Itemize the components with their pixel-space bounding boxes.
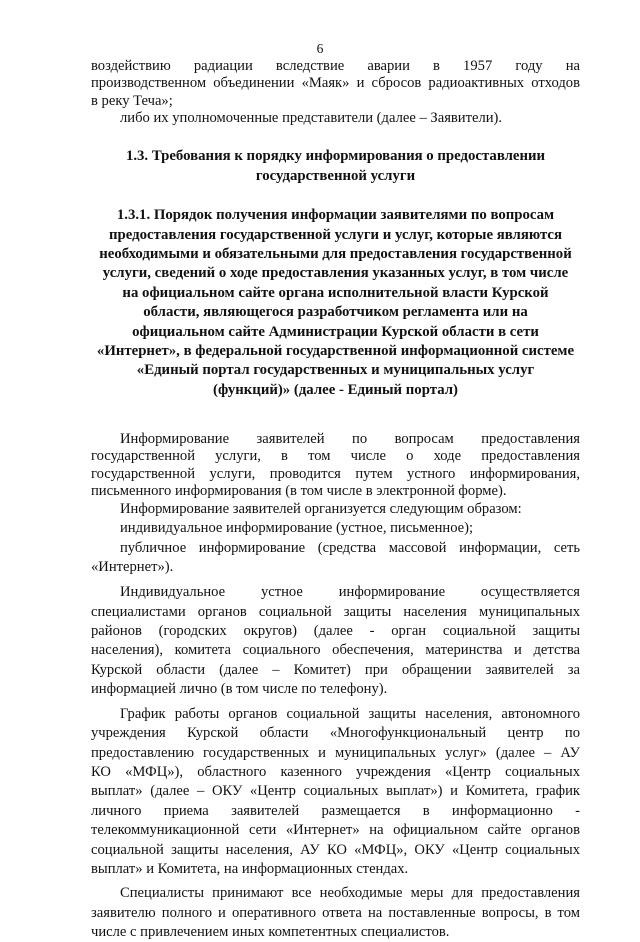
heading-line: области, являющегося разработчиком регламента или на: [143, 304, 528, 321]
text-line: письменного информирования (в том числе в электронной форме).: [91, 482, 507, 499]
heading-line: необходимыми и обязательными для предоставления государственной: [99, 246, 572, 262]
section-heading-1-3: [91, 147, 580, 186]
heading-line: услуги, сведений о ходе предоставления указанных услуг, в том числе: [102, 265, 569, 282]
paragraph-informing: [91, 431, 580, 500]
page-number: 6: [316, 41, 324, 56]
paragraph-organization: [91, 500, 580, 577]
text-line: заявителю полного и оперативного ответа на поставленные вопросы, в том: [91, 904, 580, 921]
text-line: учреждения Курской области «Многофункциональный центр по: [91, 725, 580, 742]
heading-line: 1.3. Требования к порядку информирования о предоставлении: [125, 148, 546, 165]
text-line: выплат» и Комитета, на информационных стендах.: [91, 860, 409, 877]
text-line: Специалисты принимают все необходимые меры для предоставления: [120, 885, 580, 902]
section-heading-1-3-1: [91, 206, 580, 400]
heading-line: «Интернет», в федеральной государственной информационной системе: [96, 343, 575, 360]
text-line: График работы органов социальной защиты населения, автономного: [120, 705, 580, 722]
document-body: [91, 58, 580, 942]
text-line: социальной защиты населения, АУ КО «МФЦ», ОКУ «Центр социальных: [91, 841, 580, 858]
text-line: публичное информирование (средства массовой информации, сеть: [120, 539, 580, 556]
text-line: телекоммуникационной сети «Интернет» на официальном сайте органов: [91, 822, 580, 839]
text-line: КО «МФЦ»), областного казенного учреждения «Центр социальных: [91, 763, 580, 780]
text-line: государственной услуги, проводится путем устного информирования,: [91, 465, 580, 482]
text-line: выплат» (далее – ОКУ «Центр социальных выплат») и Комитета, график: [91, 783, 580, 800]
text-line: личного приема заявителей размещается в информационно -: [91, 802, 580, 819]
text-line: либо их уполномоченные представители (далее – Заявители).: [120, 109, 503, 126]
text-line: производственном объединении «Маяк» и сбросов радиоактивных отходов: [91, 75, 580, 92]
paragraph-specialists: [91, 884, 580, 942]
heading-line: официальном сайте Администрации Курской области в сети: [132, 323, 539, 340]
text-line: предоставлению государственных и муниципальных услуг» (далее – АУ: [91, 744, 580, 761]
text-line: Информирование заявителей организуется следующим образом:: [120, 501, 522, 518]
paragraph-schedule: [91, 705, 580, 880]
text-line: индивидуальное информирование (устное, письменное);: [120, 520, 474, 537]
heading-line: предоставления государственной услуги и услуг, которые являются: [109, 226, 562, 243]
heading-line: государственной услуги: [255, 167, 416, 184]
text-line: Курской области (далее – Комитет) при обращении заявителей за: [91, 661, 580, 678]
text-line: воздействию радиации вследствие аварии в 1957 году на: [91, 58, 580, 74]
intro-paragraph: [91, 58, 580, 127]
text-line: Информирование заявителей по вопросам предоставления: [120, 431, 580, 448]
text-line: населения), комитета социального обеспечения, материнства и детства: [91, 642, 580, 659]
text-line: «Интернет»).: [91, 558, 174, 575]
text-line: специалистами органов социальной защиты населения муниципальных: [91, 603, 580, 620]
heading-line: на официальном сайте органа исполнительной власти Курской: [122, 284, 549, 301]
heading-line: 1.3.1. Порядок получения информации заявителями по вопросам: [116, 207, 555, 224]
text-line: Индивидуальное устное информирование осуществляется: [120, 584, 580, 601]
text-line: числе с привлечением иных компетентных специалистов.: [91, 923, 450, 940]
paragraph-individual-informing: [91, 583, 580, 699]
text-line: районов (городских округов) (далее - орган социальной защиты: [91, 623, 580, 640]
text-line: государственной услуги, в том числе о ходе предоставления: [91, 448, 580, 465]
text-line: в реку Теча»;: [91, 92, 173, 109]
text-line: информацией лично (в том числе по телефону).: [91, 681, 388, 698]
heading-line: «Единый портал государственных и муниципальных услуг: [136, 362, 535, 379]
heading-line: (функций)» (далее - Единый портал): [213, 381, 458, 398]
